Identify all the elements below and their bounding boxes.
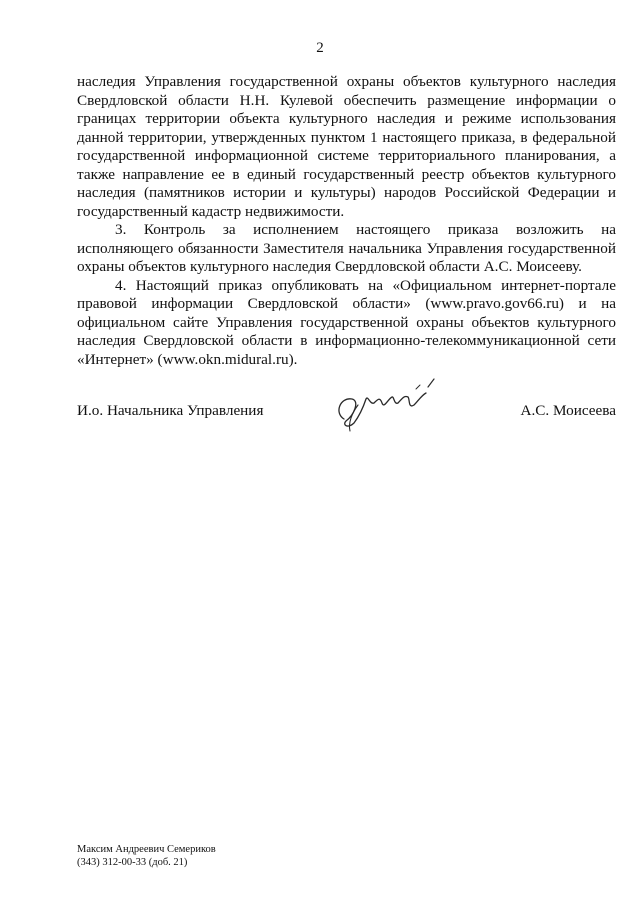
- paragraph-item-4: 4. Настоящий приказ опубликовать на «Официальном интернет-портале правовой информации Свердловской области» (www.pravo.gov66.ru) и на официальном сайте Управления государственной охраны объектов культурного наследия Свердловской области в информационно-телекоммуникационной сети «Интернет» (www.okn.midural.ru).: [77, 276, 616, 368]
- signer-name: А.С. Моисеева: [520, 402, 616, 419]
- paragraph-item-3: 3. Контроль за исполнением настоящего приказа возложить на исполняющего обязанности Заместителя начальника Управления государственной охраны объектов культурного наследия Свердловской области А.С. Моисееву.: [77, 221, 616, 275]
- signature-block: [77, 402, 616, 426]
- executor-name: Максим Андреевич Семериков: [77, 844, 216, 855]
- document-body: [77, 73, 616, 369]
- executor-info: [77, 843, 216, 869]
- page-number: 2: [316, 40, 324, 56]
- signer-position: И.о. Начальника Управления: [77, 402, 264, 419]
- executor-phone: (343) 312-00-33 (доб. 21): [77, 857, 188, 868]
- paragraph-continuation: наследия Управления государственной охраны объектов культурного наследия Свердловской области Н.Н. Кулевой обеспечить размещение информации о границах территории объекта культурного наследия и режиме использования данной территории, утвержденных пунктом 1 настоящего приказа, в федеральной государственной информационной системе территориального планирования, а также направление ее в единый государственный реестр объектов культурного наследия (памятников истории и культуры) народов Российской Федерации и государственный кадастр недвижимости.: [77, 73, 616, 220]
